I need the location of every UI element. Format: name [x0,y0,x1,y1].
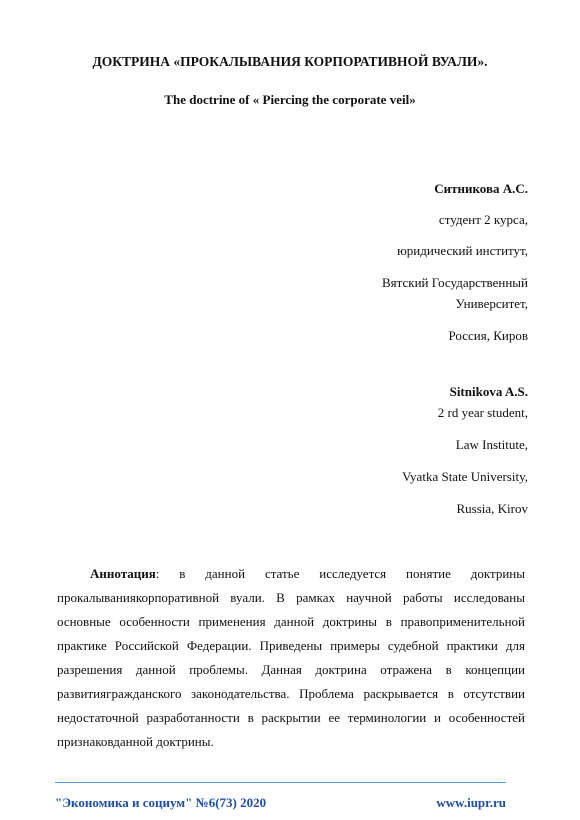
author-institute-en: Law Institute, [455,437,528,452]
author-location-en: Russia, Kirov [456,501,528,516]
title-russian: ДОКТРИНА «ПРОКАЛЫВАНИЯ КОРПОРАТИВНОЙ ВУАЛИ». [92,54,488,69]
author-name-ru: Ситникова А.С. [434,181,528,196]
author-institute-ru: юридический институт, [397,243,528,258]
abstract-paragraph [57,562,525,754]
abstract-text: : в данной статье исследуется понятие доктрины прокалываниякорпоративной вуали. В рамках научной работы исследованы основные особенности применения данной доктрины в правоприменительной практике Российской Федерации. Приведены примеры судебной практики для разрешения данной проблемы. Данная доктрина отражена в концепции развитиягражданского законодательства. Проблема раскрывается в отсутствии недостаточной разработанности в раскрытии ее терминологии и особенностей признаковданной доктрины. [57,566,525,749]
author-name-en: Sitnikova A.S. [449,384,528,399]
author-university-ru-line2: Университет, [455,296,528,311]
footer-website-link[interactable]: www.iupr.ru [436,795,506,810]
author-university-en: Vyatka State University, [402,469,528,484]
footer-journal: "Экономика и социум" №6(73) 2020 [55,795,267,810]
footer-divider [55,782,506,783]
title-english: The doctrine of « Piercing the corporate veil» [164,92,416,107]
author-location-ru: Россия, Киров [448,328,528,343]
author-position-ru: студент 2 курса, [438,212,528,227]
author-university-ru-line1: Вятский Государственный [382,275,528,290]
abstract-label: Аннотация [90,566,156,581]
author-position-en: 2 rd year student, [437,405,528,420]
